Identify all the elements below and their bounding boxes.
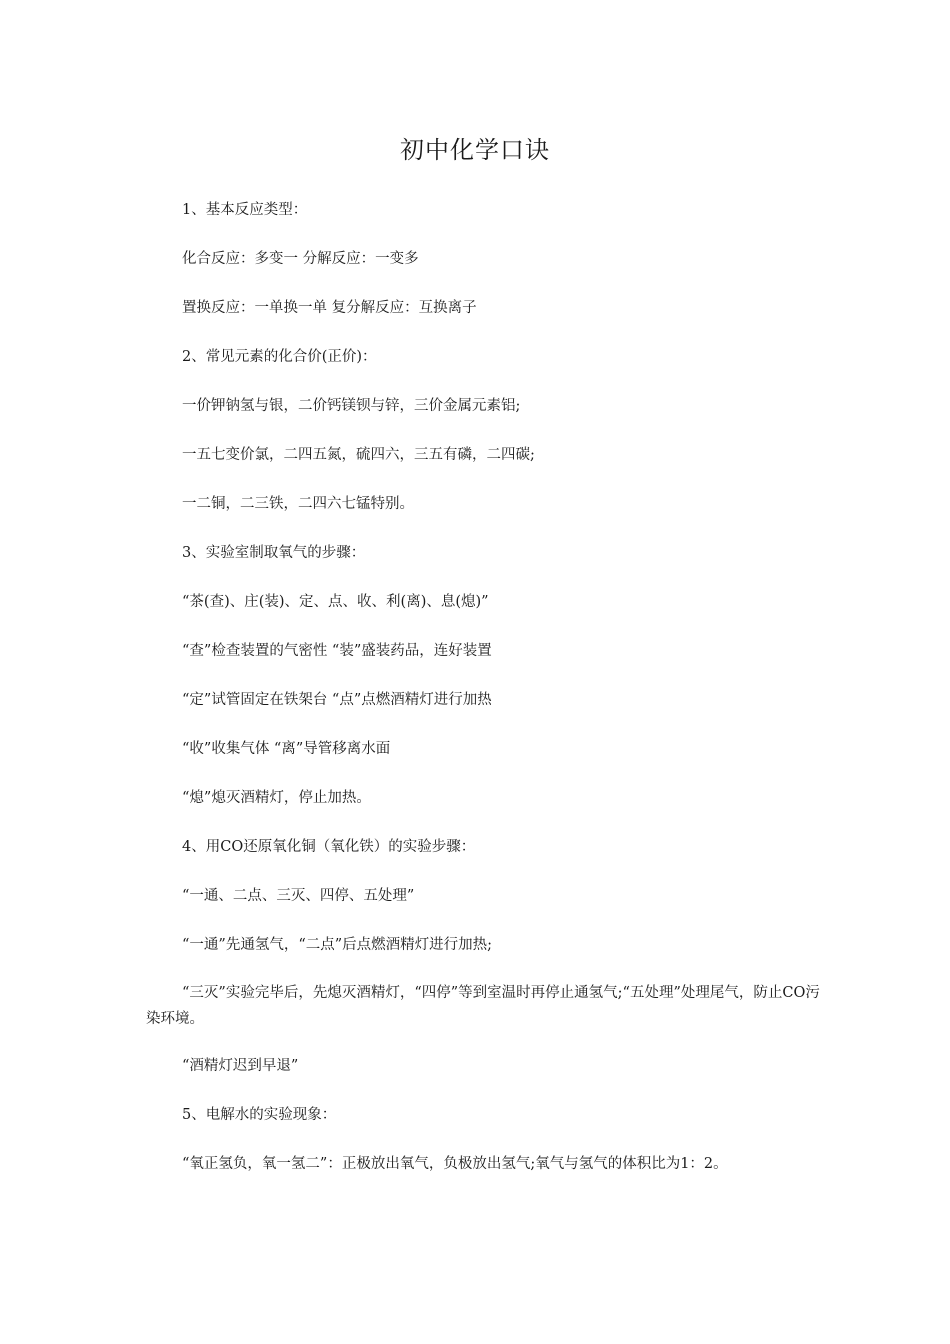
paragraph-14: 4、用CO还原氧化铜（氧化铁）的实验步骤： [182, 839, 476, 855]
paragraph-8: 3、实验室制取氧气的步骤： [182, 545, 366, 561]
paragraph-10: “查”检查装置的气密性 “装”盛装药品，连好装置 [182, 643, 492, 659]
paragraph-12: “收”收集气体 “离”导管移离水面 [182, 741, 391, 757]
paragraph-4: 2、常见元素的化合价(正价)： [182, 349, 377, 365]
paragraph-11: “定”试管固定在铁架台 “点”点燃酒精灯进行加热 [182, 692, 492, 708]
paragraph-2: 化合反应：多变一 分解反应：一变多 [182, 251, 419, 267]
paragraph-3: 置换反应：一单换一单 复分解反应：互换离子 [182, 300, 477, 316]
paragraph-19: 5、电解水的实验现象： [182, 1107, 337, 1123]
document-title: 初中化学口诀 [400, 136, 550, 164]
paragraph-1: 1、基本反应类型： [182, 202, 308, 218]
paragraph-16: “一通”先通氢气，“二点”后点燃酒精灯进行加热; [182, 937, 493, 953]
paragraph-15: “一通、二点、三灭、四停、五处理” [182, 888, 415, 904]
paragraph-9: “茶(查)、庄(装)、定、点、收、利(离)、息(熄)” [182, 594, 489, 610]
paragraph-5: 一价钾钠氢与银，二价钙镁钡与锌，三价金属元素铝; [182, 398, 521, 414]
paragraph-20: “氧正氢负，氧一氢二”：正极放出氧气，负极放出氢气;氧气与氢气的体积比为1：2。 [182, 1156, 728, 1172]
paragraph-7: 一二铜，二三铁，二四六七锰特别。 [182, 496, 414, 512]
paragraph-18: “酒精灯迟到早退” [182, 1058, 299, 1074]
document-body [146, 196, 826, 1199]
paragraph-13: “熄”熄灭酒精灯，停止加热。 [182, 790, 371, 806]
paragraph-17: “三灭”实验完毕后，先熄灭酒精灯，“四停”等到室温时再停止通氢气;“五处理”处理尾气，防止CO污染环境。 [146, 985, 820, 1027]
paragraph-6: 一五七变价氯，二四五氮，硫四六，三五有磷，二四碳; [182, 447, 535, 463]
